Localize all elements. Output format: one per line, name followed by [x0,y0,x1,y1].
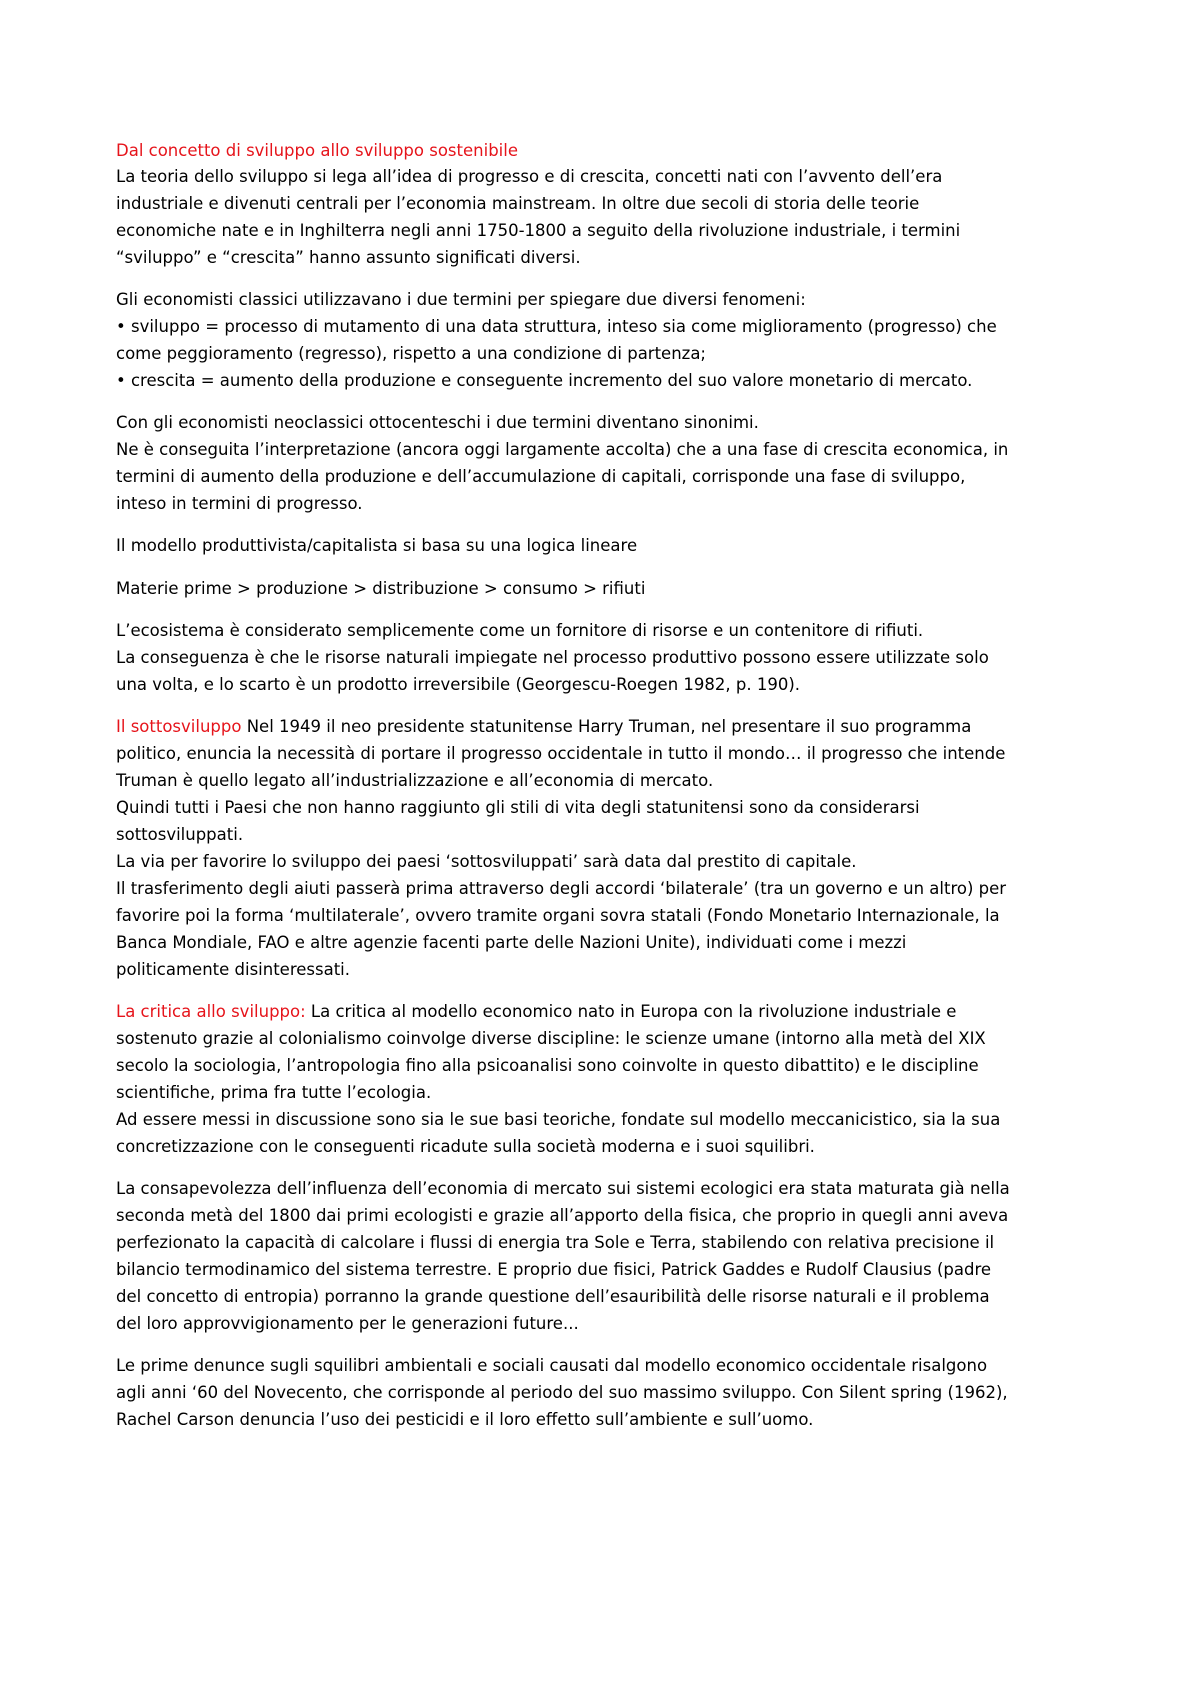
text-line: Ne è conseguita l’interpretazione (ancora oggi largamente accolta) che a una fase di crescita economica, in [116,440,1009,459]
text-run: La critica al modello economico nato in Europa con la rivoluzione industriale e [305,1002,957,1021]
text-line: secolo la sociologia, l’antropologia fino alla psicoanalisi sono coinvolte in questo dibattito) e le discipline [116,1056,979,1075]
text-line: Rachel Carson denuncia l’uso dei pesticidi e il loro effetto sull’ambiente e sull’uomo. [116,1410,814,1429]
text-line: Gli economisti classici utilizzavano i due termini per spiegare due diversi fenomeni: [116,290,806,309]
text-line: La conseguenza è che le risorse naturali impiegate nel processo produttivo possono essere utilizzate solo [116,648,989,667]
text-line: economiche nate e in Inghilterra negli anni 1750-1800 a seguito della rivoluzione industriale, i termini [116,221,961,240]
text-line: seconda metà del 1800 dai primi ecologisti e grazie all’apporto della fisica, che proprio in quegli anni aveva [116,1206,1009,1225]
text-line: del loro approvvigionamento per le generazioni future... [116,1314,579,1333]
section-heading: La critica allo sviluppo: [116,1002,306,1021]
text-line: “sviluppo” e “crescita” hanno assunto significati diversi. [116,248,581,267]
text-line: termini di aumento della produzione e dell’accumulazione di capitali, corrisponde una fase di sviluppo, [116,467,966,486]
section-heading: Dal concetto di sviluppo allo sviluppo sostenibile [116,141,518,160]
text-line: politico, enuncia la necessità di portare il progresso occidentale in tutto il mondo… il progresso che intende [116,744,1006,763]
text-line: bilancio termodinamico del sistema terrestre. E proprio due fisici, Patrick Gaddes e Rudolf Clausius (padre [116,1260,992,1279]
text-line: Banca Mondiale, FAO e altre agenzie facenti parte delle Nazioni Unite), individuati come i mezzi [116,933,907,952]
text-line: scientifiche, prima fra tutte l’ecologia. [116,1083,432,1102]
text-line [116,1000,956,1024]
bullet-item: • crescita = aumento della produzione e conseguente incremento del suo valore monetario di mercato. [116,371,973,390]
text-line: Materie prime > produzione > distribuzione > consumo > rifiuti [116,579,646,598]
text-line: come peggioramento (regresso), rispetto a una condizione di partenza; [116,344,706,363]
text-line: La consapevolezza dell’influenza dell’economia di mercato sui sistemi ecologici era stata maturata già nella [116,1179,1010,1198]
text-line: Il trasferimento degli aiuti passerà prima attraverso degli accordi ‘bilaterale’ (tra un governo e un altro) per [116,879,1007,898]
text-line: Con gli economisti neoclassici ottocenteschi i due termini diventano sinonimi. [116,413,759,432]
text-line: La teoria dello sviluppo si lega all’idea di progresso e di crescita, concetti nati con l’avvento dell’era [116,167,943,186]
bullet-item: • sviluppo = processo di mutamento di una data struttura, inteso sia come miglioramento (progresso) che [116,317,997,336]
text-line [116,715,971,739]
text-line: agli anni ‘60 del Novecento, che corrisponde al periodo del suo massimo sviluppo. Con Silent spring (1962), [116,1383,1008,1402]
text-line: Ad essere messi in discussione sono sia le sue basi teoriche, fondate sul modello meccanicistico, sia la sua [116,1110,1001,1129]
text-line: del concetto di entropia) porranno la grande questione dell’esauribilità delle risorse naturali e il problema [116,1287,990,1306]
text-line: inteso in termini di progresso. [116,494,363,513]
text-line: sostenuto grazie al colonialismo coinvolge diverse discipline: le scienze umane (intorno alla metà del XIX [116,1029,986,1048]
text-line: Quindi tutti i Paesi che non hanno raggiunto gli stili di vita degli statunitensi sono da considerarsi [116,798,920,817]
text-line: politicamente disinteressati. [116,960,351,979]
section-heading: Il sottosviluppo [116,717,242,736]
text-line: industriale e divenuti centrali per l’economia mainstream. In oltre due secoli di storia delle teorie [116,194,920,213]
text-line: sottosviluppati. [116,825,244,844]
text-line: La via per favorire lo sviluppo dei paesi ‘sottosviluppati’ sarà data dal prestito di capitale. [116,852,857,871]
text-line: Il modello produttivista/capitalista si basa su una logica lineare [116,536,638,555]
text-line: L’ecosistema è considerato semplicemente come un fornitore di risorse e un contenitore di rifiuti. [116,621,924,640]
text-run: Nel 1949 il neo presidente statunitense Harry Truman, nel presentare il suo programma [241,717,972,736]
text-line: perfezionato la capacità di calcolare i flussi di energia tra Sole e Terra, stabilendo con relativa precisione il [116,1233,995,1252]
text-line: favorire poi la forma ‘multilaterale’, ovvero tramite organi sovra statali (Fondo Monetario Internazionale, la [116,906,1000,925]
text-line: concretizzazione con le conseguenti ricadute sulla società moderna e i suoi squilibri. [116,1137,815,1156]
text-line: Le prime denunce sugli squilibri ambientali e sociali causati dal modello economico occidentale risalgono [116,1356,988,1375]
text-line: Truman è quello legato all’industrializzazione e all’economia di mercato. [116,771,714,790]
text-line: una volta, e lo scarto è un prodotto irreversibile (Georgescu-Roegen 1982, p. 190). [116,675,801,694]
